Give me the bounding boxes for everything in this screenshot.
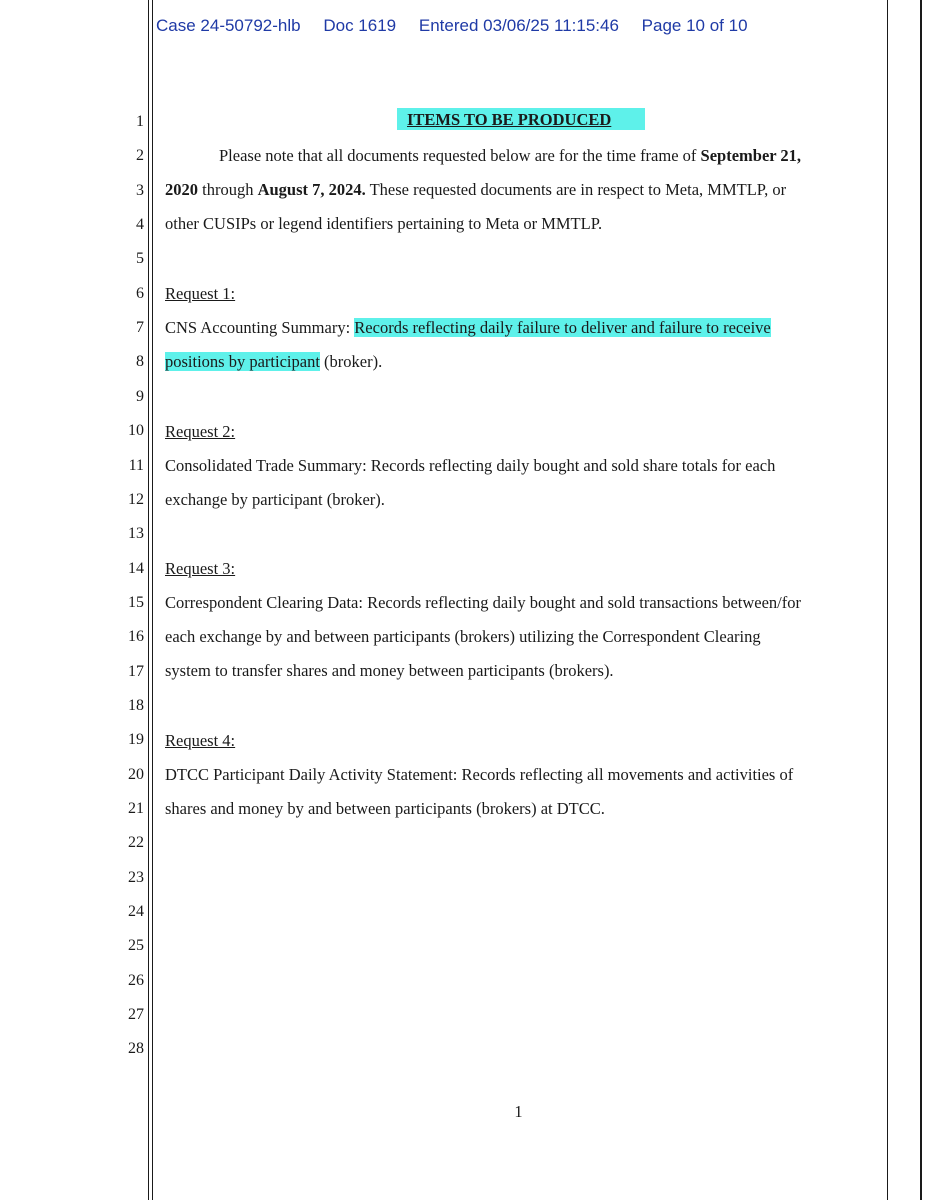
line-number: 23 (128, 868, 144, 886)
left-margin-rule-inner (152, 0, 153, 1200)
line-number: 16 (128, 628, 144, 646)
intro-line-2: Please note that all documents requested below are for the time frame of September 21, (219, 146, 802, 165)
right-margin-rule (887, 0, 888, 1200)
line-number: 8 (136, 353, 144, 371)
intro-line-3: 2020 through August 7, 2024. These requested documents are in respect to Meta, MMTLP, or (165, 180, 787, 199)
line-number: 4 (136, 216, 144, 234)
start-date: September 21, (700, 146, 802, 165)
highlighted-text: positions by participant (165, 352, 320, 371)
line-number: 13 (128, 525, 144, 543)
request-3-line-2: each exchange by and between participants (brokers) utilizing the Correspondent Clearing (165, 627, 761, 646)
line-number: 2 (136, 147, 144, 165)
line-number: 17 (128, 662, 144, 680)
line-number: 19 (128, 731, 144, 749)
line-number: 1 (136, 113, 144, 130)
highlighted-text: Records reflecting daily failure to deliver and failure to receive (354, 318, 771, 337)
request-2-line-2: exchange by participant (broker). (165, 490, 385, 509)
line-number: 26 (128, 971, 144, 989)
line-number: 7 (136, 319, 144, 337)
section-title: ITEMS TO BE PRODUCED (407, 110, 612, 129)
request-4-line-2: shares and money by and between participants (brokers) at DTCC. (165, 799, 605, 818)
line-number: 12 (128, 490, 144, 508)
line-number: 22 (128, 834, 144, 852)
line-number: 15 (128, 593, 144, 611)
case-header (156, 16, 766, 42)
line-number: 28 (128, 1040, 144, 1058)
left-margin-rule (148, 0, 149, 1200)
line-number: 14 (128, 559, 144, 577)
request-1-label: Request 1: (165, 284, 236, 303)
case-number: Case 24-50792-hlb (156, 16, 301, 35)
line-number: 9 (136, 387, 144, 405)
line-number: 11 (128, 456, 144, 474)
line-number: 18 (128, 696, 144, 714)
end-date: August 7, 2024. (257, 180, 366, 199)
intro-line-4: other CUSIPs or legend identifiers pertaining to Meta or MMTLP. (165, 214, 603, 233)
request-1-line-2: positions by participant (broker). (165, 352, 383, 371)
entered-date: Entered 03/06/25 11:15:46 (418, 16, 619, 35)
page-indicator: Page 10 of 10 (641, 16, 748, 35)
request-3-label: Request 3: (165, 559, 236, 578)
request-3-line-3: system to transfer shares and money between participants (brokers). (165, 661, 614, 680)
request-2-line-1: Consolidated Trade Summary: Records reflecting daily bought and sold share totals for each (165, 456, 776, 475)
line-number: 3 (136, 181, 144, 199)
page-edge-rule (920, 0, 922, 1200)
line-number: 5 (136, 250, 144, 268)
line-number: 24 (128, 903, 144, 921)
request-3-line-1: Correspondent Clearing Data: Records reflecting daily bought and sold transactions between/for (165, 593, 801, 612)
request-4-label: Request 4: (165, 731, 236, 750)
doc-number: Doc 1619 (323, 16, 397, 35)
line-number: 6 (136, 284, 144, 302)
line-number: 21 (128, 800, 144, 817)
footer-page-number: 1 (514, 1102, 523, 1121)
request-4-line-1: DTCC Participant Daily Activity Statement: Records reflecting all movements and activities of (165, 765, 794, 784)
line-number: 20 (128, 765, 144, 783)
line-number: 27 (128, 1006, 144, 1024)
request-2-label: Request 2: (165, 422, 236, 441)
line-number: 10 (128, 422, 144, 440)
line-number: 25 (128, 937, 144, 955)
request-1-line-1: CNS Accounting Summary: Records reflecting daily failure to deliver and failure to receive (165, 318, 771, 337)
